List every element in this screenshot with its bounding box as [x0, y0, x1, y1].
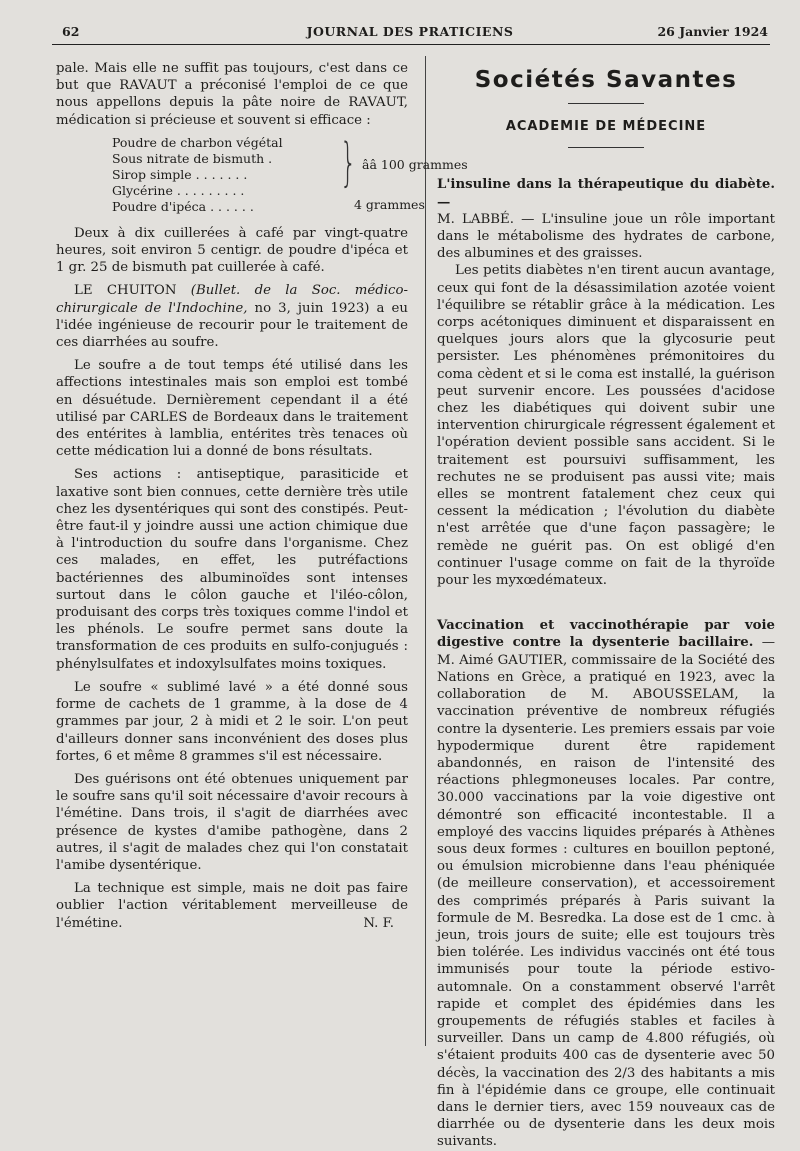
issue-date: 26 Janvier 1924: [657, 24, 768, 39]
article-heading: L'insuline dans la thérapeutique du diabète. —: [437, 177, 775, 210]
signature: N. F.: [363, 915, 394, 931]
journal-title: JOURNAL DES PRATICIENS: [306, 24, 514, 39]
paragraph: [56, 282, 408, 351]
paragraph: Deux à dix cuillerées à café par vingt-quatre heures, soit environ 5 centigr. de poudre d'ipéca et 1 gr. 25 de bismuth pat cuillerée à café.: [56, 225, 408, 276]
paragraph: La technique est simple, mais ne doit pas faire oublier l'action véritablement merveilleuse de l'émétine.: [56, 881, 408, 931]
ingredient: Poudre d'ipéca . . . . . .: [112, 198, 254, 214]
article-heading: Vaccination et vaccinothérapie par voie digestive contre la dysenterie bacillaire.: [437, 618, 775, 651]
paragraph-text: no 3, juin 1923) a eu l'idée ingénieuse de recourir pour le traitement de ces diarrhées au soufre.: [56, 300, 408, 351]
paragraph-text: commissaire de la Société des Nations en Grèce, a pratiqué en 1923, avec la collaboration de M.: [437, 652, 776, 703]
author-name: M. LABBÉ.: [437, 211, 514, 227]
paragraph: Ses actions : antiseptique, parasiticide et laxative sont bien connues, cette dernière très utile chez les dysentériques qui sont des constipés. Peut-être faut-il y joindre aussi une action chimique due à l'introduction du soufre dans l'organisme. Chez ces malades, en effet, les putréfactions bactériennes des albuminoïdes sont intenses surtout dans le côlon gauche et l'iléo-côlon, produisant des corps très toxiques comme l'indol et les phénols. Le soufre permet sans doute la transformation de ces produits en sulfo-conjugués : phénylsulfates et indoxylsulfates moins toxiques.: [56, 467, 408, 672]
subtitle-rule: [568, 147, 644, 148]
ingredient: Poudre de charbon végétal: [112, 134, 283, 150]
ingredient-list: [112, 135, 283, 215]
column-divider: [425, 56, 426, 1046]
subsection-title: ACADEMIE DE MÉDECINE: [505, 119, 707, 135]
paragraph: Le soufre a de tout temps été utilisé dans les affections intestinales mais son emploi est tombé en désuétude. Dernièrement cependant il a été utilisé par CARLES de Bordeaux dans le traitement des entérites à lamblia, entérites très tenaces où cette médication lui a donné de bons résultats.: [56, 358, 408, 460]
section-title: Sociétés Savantes: [474, 67, 738, 93]
paragraph-text: — L'insuline joue un rôle important dans le métabolisme des hydrates de carbone, des albumines et des graisses.: [437, 211, 775, 262]
paragraph: Le soufre « sublimé lavé » a été donné sous forme de cachets de 1 gramme, à la dose de 4 grammes par jour, 2 à midi et 2 le soir. L'on peut d'ailleurs donner sans inconvénient des doses plus fortes, 6 et même 8 grammes s'il est nécessaire.: [56, 679, 408, 764]
paragraph: Des guérisons ont été obtenues uniquement par le soufre sans qu'il soit nécessaire d'avoir recours à l'émétine. Dans trois, il s'agit de diarrhées avec présence de kystes d'amibe pathogène, dans 2 autres, il s'agit de malades chez qui l'on constatait l'amibe dysentérique.: [56, 771, 408, 873]
title-rule: [568, 103, 644, 104]
article-title: [437, 617, 775, 1150]
prescription-formula: [56, 132, 468, 217]
collaborator-name: ABOUSSELAM,: [632, 687, 739, 703]
author-name: GAUTIER,: [497, 652, 568, 668]
author-name: LE CHUITON: [74, 283, 177, 299]
page-header: [48, 24, 772, 44]
quantity-main: ââ 100 grammes: [362, 156, 468, 172]
paragraph-text: la vaccination préventive de nombreux réfugiés contre la dysenterie. Les premiers essais par voie hypodermique durent être rapidement abandonnés, en raison de l'intensité des réactions phlegmoneuses locales. Par contre, 30.000 vaccinations par la voie digestive ont démontré son efficacité incontestable. Il a employé des vaccins liquides préparés à Athènes sous deux formes : cultures en bouillon peptoné, ou émulsion microbienne dans l'eau phéniquée (de meilleure conservation), et accessoirement des comprimés préparés à Paris suivant la formule de M. Besredka. La dose est de 1 cmc. à jeun, trois jours de suite; elle est toujours très bien tolérée. Les individus vaccinés ont été tous immunisés pour toute la période estivo-automnale. On a constamment observé l'arrêt rapide et complet des épidémies dans les groupements de réfugiés stables et faciles à surveiller. Dans un camp de 4.800 réfugiés, où s'étaient produits 400 cas de dysenterie avec 50 décès, la vaccination des 2/3 des habitants a mis fin à l'épidémie dans ce groupe, elle continuait dans le dernier tiers, avec 159 nouveaux cas de diarrhée ou de dysenterie dans les deux mois suivants.: [437, 687, 776, 1150]
ingredient: Sirop simple . . . . . . .: [112, 166, 248, 182]
ingredient: Sous nitrate de bismuth .: [112, 150, 273, 166]
paragraph: pale. Mais elle ne suffit pas toujours, c'est dans ce but que RAVAUT a préconisé l'emploi de ce que nous appellons depuis la pâte noire de RAVAUT, médication si précieuse et souvent si efficace :: [56, 61, 408, 128]
brace-glyph: }: [340, 132, 357, 193]
paragraph: Les petits diabètes n'en tirent aucun avantage, ceux qui font de la désassimilation azotée voient l'équilibre se rétablir grâce à la médication. Les corps acétoniques diminuent et disparaissent en quelques jours alors que la glycosurie peut persister. Les phénomènes prémonitoires du coma cèdent et si le coma est installé, la guérison peut survenir encore. Les poussées d'acidose chez les diabétiques qui doivent subir une intervention chirurgicale régressent également et l'opération devient possible sans accident. Si le traitement est poursuivi suffisamment, les rechutes ne se produisent pas aussi vite; mais elles se montrent fatalement chez ceux qui cessent la médication ; l'évolution du diabète n'est arrêtée que d'une façon passagère; le remède ne guérit pas. On est obligé d'en continuer l'usage comme on fait de la thyroïde pour les myxœdémateux.: [437, 263, 775, 589]
right-column: [437, 60, 775, 1151]
header-rule: [52, 44, 770, 45]
quantity-last: 4 grammes: [354, 196, 425, 212]
author-intro: — M. Aimé: [437, 635, 775, 668]
ingredient: Glycérine . . . . . . . . .: [112, 182, 245, 198]
page-number: 62: [62, 24, 80, 39]
reference: (Bullet. de la Soc. médico-chirurgicale de l'Indochine,: [56, 283, 408, 316]
left-column: [56, 60, 468, 932]
article-title: [437, 176, 775, 262]
